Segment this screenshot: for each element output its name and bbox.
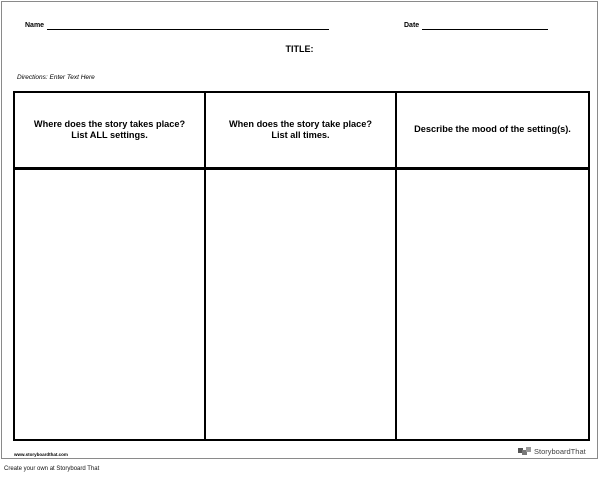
storyboard-logo-icon — [518, 447, 531, 456]
name-line[interactable] — [47, 29, 329, 30]
answer-cell-mood[interactable] — [397, 170, 588, 439]
storyboardthat-logo — [518, 447, 586, 456]
worksheet-title: TITLE: — [285, 44, 314, 54]
worksheet — [1, 1, 598, 459]
answer-cell-where[interactable] — [15, 170, 206, 439]
setting-table — [13, 91, 590, 441]
column-header-mood: Describe the mood of the setting(s). — [397, 93, 588, 170]
directions-text: Directions: Enter Text Here — [17, 74, 95, 81]
answer-cell-when[interactable] — [206, 170, 397, 439]
brand-name: StoryboardThat — [534, 447, 586, 456]
date-line[interactable] — [422, 29, 548, 30]
create-your-own-caption[interactable]: Create your own at Storyboard That — [4, 466, 100, 472]
name-label: Name — [25, 22, 45, 29]
date-label: Date — [404, 22, 420, 29]
column-header-when: When does the story take place? List all times. — [206, 93, 397, 170]
site-url: www.storyboardthat.com — [14, 452, 68, 457]
column-header-where: Where does the story takes place? List ALL settings. — [15, 93, 206, 170]
